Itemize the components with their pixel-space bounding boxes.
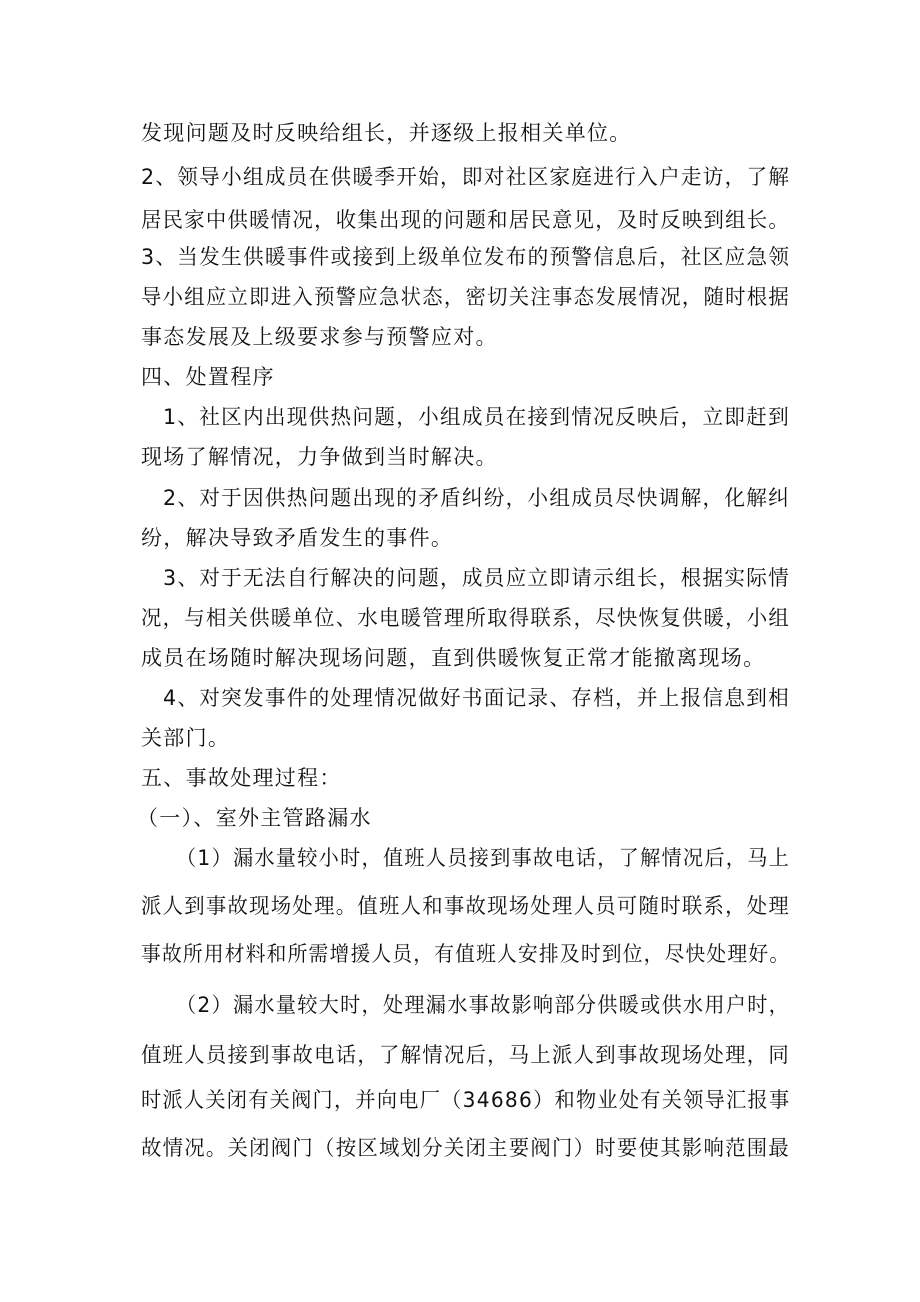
text-line: 成员在场随时解决现场问题，直到供暖恢复正常才能撤离现场。 — [141, 646, 766, 670]
text-line: 3、当发生供暖事件或接到上级单位发布的预警信息后，社区应急领 — [141, 245, 791, 269]
section-heading: 五、事故处理过程： — [141, 766, 342, 790]
text-line: 派人到事故现场处理。值班人和事故现场处理人员可随时联系，处理 — [141, 894, 790, 918]
text-line: 2、对于因供热问题出现的矛盾纠纷，小组成员尽快调解，化解纠 — [163, 486, 791, 510]
text-line: 发现问题及时反映给组长，并逐级上报相关单位。 — [141, 121, 632, 145]
text-line: 2、领导小组成员在供暖季开始，即对社区家庭进行入户走访，了解 — [141, 165, 791, 189]
text-line: 事态发展及上级要求参与预警应对。 — [141, 325, 498, 349]
text-line: （2）漏水量较大时，处理漏水事故影响部分供暖或供水用户时， — [176, 993, 791, 1017]
text-line: 纷，解决导致矛盾发生的事件。 — [141, 526, 454, 550]
text-line: 值班人员接到事故电话，了解情况后，马上派人到事故现场处理，同 — [141, 1043, 790, 1067]
text-line: 4、对突发事件的处理情况做好书面记录、存档，并上报信息到相 — [163, 686, 791, 710]
text-line: 事故所用材料和所需增援人员，有值班人安排及时到位，尽快处理好。 — [141, 942, 791, 966]
section-heading: 四、处置程序 — [141, 365, 275, 389]
text-line: （1）漏水量较小时，值班人员接到事故电话，了解情况后，马上 — [176, 846, 791, 870]
text-line: 导小组应立即进入预警应急状态，密切关注事态发展情况，随时根据 — [141, 285, 790, 309]
text-line: 1、社区内出现供热问题，小组成员在接到情况反映后，立即赶到 — [163, 405, 791, 429]
text-line: 时派人关闭有关阀门，并向电厂（34686）和物业处有关领导汇报事 — [141, 1088, 791, 1112]
text-line: 况，与相关供暖单位、水电暖管理所取得联系，尽快恢复供暖，小组 — [141, 606, 790, 630]
text-line: 居民家中供暖情况，收集出现的问题和居民意见，及时反映到组长。 — [141, 208, 790, 232]
subsection-heading: （一）、室外主管路漏水 — [137, 806, 372, 830]
text-line: 故情况。关闭阀门（按区域划分关闭主要阀门）时要使其影响范围最 — [141, 1136, 790, 1160]
text-line: 3、对于无法自行解决的问题，成员应立即请示组长，根据实际情 — [163, 566, 791, 590]
text-line: 关部门。 — [141, 726, 231, 750]
text-line: 现场了解情况，力争做到当时解决。 — [141, 445, 498, 469]
